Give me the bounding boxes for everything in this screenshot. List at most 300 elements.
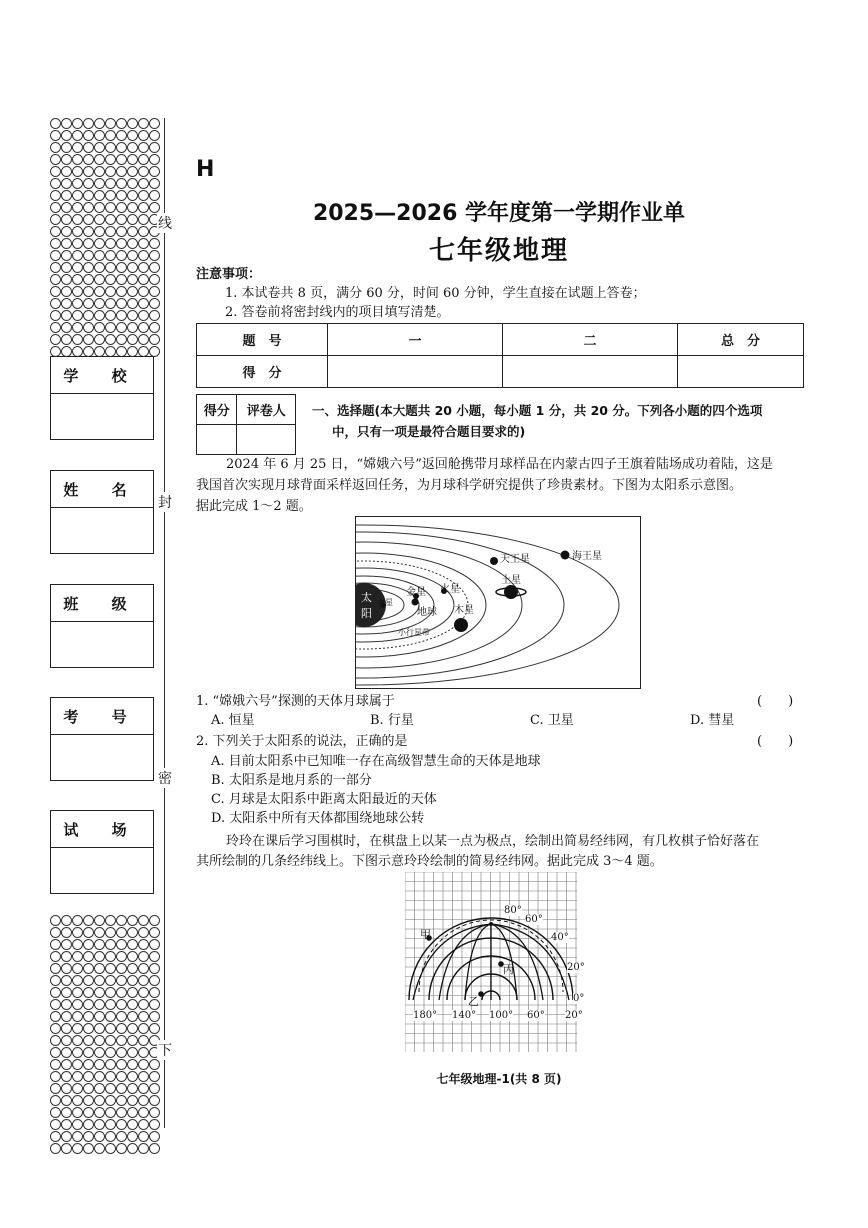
point-bing-label: 丙 xyxy=(503,963,514,976)
passage2-line2: 其所绘制的几条经纬线上。下图示意玲玲绘制的简易经纬网。据此完成 3～4 题。 xyxy=(196,854,663,869)
binding-dot xyxy=(50,963,61,974)
binding-dot xyxy=(50,250,61,261)
binding-dot xyxy=(94,987,105,998)
binding-dot xyxy=(94,310,105,321)
binding-dot xyxy=(138,226,149,237)
binding-dot xyxy=(72,298,83,309)
binding-dot xyxy=(50,166,61,177)
passage1-line2: 我国首次实现月球背面采样返回任务，为月球科学研究提供了珍贵素材。下图为太阳系示意图。 xyxy=(196,478,743,493)
binding-dot xyxy=(127,178,138,189)
binding-dot xyxy=(138,1095,149,1106)
binding-dot xyxy=(138,987,149,998)
binding-dot xyxy=(50,1107,61,1118)
binding-dot xyxy=(61,202,72,213)
binding-dot xyxy=(61,190,72,201)
binding-dot xyxy=(105,262,116,273)
field-exam-room[interactable] xyxy=(50,810,154,894)
binding-dot xyxy=(149,118,160,129)
binding-dot xyxy=(83,262,94,273)
binding-dot xyxy=(83,1095,94,1106)
binding-dot xyxy=(138,214,149,225)
graticule-figure xyxy=(405,872,585,1052)
binding-dot xyxy=(105,1107,116,1118)
binding-dot xyxy=(72,1035,83,1046)
binding-dot xyxy=(116,915,127,926)
q1-option-b[interactable]: B. 行星 xyxy=(370,713,414,728)
q2-option-a[interactable]: A. 目前太阳系中已知唯一存在高级智慧生命的天体是地球 xyxy=(211,754,541,769)
q1-option-a[interactable]: A. 恒星 xyxy=(211,713,255,728)
binding-dot xyxy=(83,334,94,345)
binding-dot xyxy=(83,118,94,129)
sun-label-1: 太 xyxy=(361,591,372,604)
binding-dot xyxy=(116,274,127,285)
binding-dot xyxy=(105,238,116,249)
binding-dot xyxy=(50,1071,61,1082)
page-title: 2025—2026 学年度第一学期作业单 xyxy=(312,201,686,226)
lon-label-140: 140° xyxy=(452,1010,477,1021)
field-exam-number[interactable] xyxy=(50,697,154,781)
binding-dot xyxy=(138,250,149,261)
binding-dot xyxy=(72,274,83,285)
binding-dot xyxy=(50,975,61,986)
binding-dot xyxy=(116,1107,127,1118)
q1-answer-bracket[interactable]: ( ) xyxy=(757,694,794,709)
binding-dot xyxy=(72,1107,83,1118)
q2-answer-bracket[interactable]: ( ) xyxy=(757,734,794,749)
binding-dot xyxy=(61,1071,72,1082)
binding-dot xyxy=(50,322,61,333)
q2-option-b[interactable]: B. 太阳系是地月系的一部分 xyxy=(211,773,372,788)
field-name-label: 姓 名 xyxy=(51,471,153,508)
binding-dot xyxy=(72,226,83,237)
binding-dot xyxy=(83,274,94,285)
binding-dot xyxy=(105,310,116,321)
binding-dot xyxy=(149,154,160,165)
binding-dot xyxy=(83,214,94,225)
binding-dot xyxy=(116,238,127,249)
field-exam-room-label: 试 场 xyxy=(51,811,153,848)
binding-dot xyxy=(61,142,72,153)
binding-dot xyxy=(83,1107,94,1118)
binding-dot xyxy=(83,927,94,938)
binding-dot xyxy=(72,987,83,998)
binding-dot xyxy=(72,178,83,189)
binding-dot xyxy=(83,166,94,177)
label-uranus: 天王星 xyxy=(500,554,530,565)
binding-dot xyxy=(149,142,160,153)
binding-dot xyxy=(94,1047,105,1058)
binding-dot xyxy=(105,1023,116,1034)
binding-dot xyxy=(116,975,127,986)
binding-dot xyxy=(94,286,105,297)
binding-dot xyxy=(149,190,160,201)
binding-dot xyxy=(83,190,94,201)
section1-heading-line1: 一、选择题(本大题共 20 小题，每小题 1 分，共 20 分。下列各小题的四个选项 xyxy=(312,403,763,418)
binding-dot xyxy=(83,987,94,998)
binding-dot xyxy=(149,178,160,189)
binding-dot xyxy=(105,927,116,938)
binding-dot xyxy=(138,238,149,249)
binding-dot xyxy=(61,927,72,938)
binding-dot xyxy=(83,1011,94,1022)
field-school-label: 学 校 xyxy=(51,357,153,394)
q1-option-c[interactable]: C. 卫星 xyxy=(530,713,574,728)
binding-dot xyxy=(138,1023,149,1034)
binding-dot xyxy=(72,1095,83,1106)
binding-dot xyxy=(149,1107,160,1118)
score-cell-part2[interactable] xyxy=(503,356,678,388)
lat-label-0: 0° xyxy=(573,993,585,1004)
binding-dot xyxy=(138,915,149,926)
binding-dot xyxy=(94,1023,105,1034)
binding-dot xyxy=(61,118,72,129)
binding-dot xyxy=(138,166,149,177)
binding-dot xyxy=(61,1035,72,1046)
grader-table xyxy=(196,394,296,455)
point-yi-marker xyxy=(478,991,484,997)
seal-char-feng: 封 xyxy=(157,492,173,512)
binding-dot xyxy=(50,1047,61,1058)
binding-dot xyxy=(127,226,138,237)
binding-dot xyxy=(94,951,105,962)
binding-dot xyxy=(149,939,160,950)
binding-dot xyxy=(127,1071,138,1082)
binding-dot xyxy=(94,178,105,189)
binding-dot xyxy=(149,1095,160,1106)
q1-stem: 1. “嫦娥六号”探测的天体月球属于 xyxy=(196,694,395,709)
binding-dot xyxy=(105,975,116,986)
binding-dot xyxy=(116,154,127,165)
binding-dot xyxy=(83,951,94,962)
binding-dot xyxy=(138,154,149,165)
binding-dot xyxy=(116,1047,127,1058)
binding-dot xyxy=(138,322,149,333)
planet-neptune-icon xyxy=(561,551,570,560)
binding-dot xyxy=(83,1083,94,1094)
binding-dot xyxy=(149,1011,160,1022)
binding-dot xyxy=(61,226,72,237)
binding-dot xyxy=(138,334,149,345)
binding-dot xyxy=(94,963,105,974)
binding-dot xyxy=(83,999,94,1010)
planet-jupiter-icon xyxy=(454,618,468,632)
binding-dot xyxy=(127,1047,138,1058)
binding-dot xyxy=(149,238,160,249)
field-school[interactable] xyxy=(50,356,154,440)
binding-dot xyxy=(116,1071,127,1082)
binding-dot xyxy=(72,975,83,986)
binding-dot xyxy=(116,1083,127,1094)
binding-dot xyxy=(149,915,160,926)
binding-dot xyxy=(83,1119,94,1130)
binding-dot xyxy=(83,310,94,321)
lon-label-100: 100° xyxy=(489,1010,514,1021)
binding-dot xyxy=(94,939,105,950)
binding-dot xyxy=(83,975,94,986)
binding-dot xyxy=(50,1083,61,1094)
passage1-line3: 据此完成 1～2 题。 xyxy=(196,499,312,514)
binding-dot xyxy=(83,915,94,926)
label-saturn: 土星 xyxy=(501,575,521,586)
binding-dot xyxy=(105,939,116,950)
planet-uranus-icon xyxy=(490,557,498,565)
binding-dot xyxy=(61,1047,72,1058)
binding-dot xyxy=(94,142,105,153)
binding-dot xyxy=(116,322,127,333)
field-name[interactable] xyxy=(50,470,154,554)
binding-dot xyxy=(116,963,127,974)
binding-dot xyxy=(72,1143,83,1154)
binding-dot xyxy=(127,927,138,938)
binding-dot xyxy=(127,951,138,962)
binding-dot xyxy=(72,999,83,1010)
binding-dot xyxy=(94,250,105,261)
seal-char-xian: 线 xyxy=(157,213,173,233)
binding-dot xyxy=(127,963,138,974)
score-table xyxy=(196,323,804,388)
binding-dot xyxy=(138,202,149,213)
binding-dot xyxy=(83,286,94,297)
binding-dot xyxy=(116,250,127,261)
binding-dot xyxy=(94,1143,105,1154)
binding-dot xyxy=(105,951,116,962)
q2-option-d[interactable]: D. 太阳系中所有天体都围绕地球公转 xyxy=(211,811,425,826)
binding-dot xyxy=(94,1011,105,1022)
score-cell-total[interactable] xyxy=(678,356,804,388)
binding-dot xyxy=(50,915,61,926)
binding-dot xyxy=(105,118,116,129)
binding-dot xyxy=(105,1083,116,1094)
binding-dot xyxy=(94,1083,105,1094)
binding-dot xyxy=(50,142,61,153)
binding-dot xyxy=(138,190,149,201)
binding-dot xyxy=(72,951,83,962)
binding-dot xyxy=(61,915,72,926)
binding-dot xyxy=(149,274,160,285)
binding-dot xyxy=(127,334,138,345)
binding-dot xyxy=(138,1107,149,1118)
binding-dot xyxy=(116,1011,127,1022)
binding-dot xyxy=(127,154,138,165)
binding-dot xyxy=(72,118,83,129)
binding-dot xyxy=(116,286,127,297)
q1-option-d[interactable]: D. 彗星 xyxy=(690,713,735,728)
binding-dot xyxy=(105,1011,116,1022)
binding-dot xyxy=(50,202,61,213)
binding-dot xyxy=(50,1119,61,1130)
binding-dot xyxy=(149,250,160,261)
binding-dot xyxy=(72,927,83,938)
label-neptune: 海王星 xyxy=(572,551,602,562)
score-table-header-label: 题 号 xyxy=(197,324,328,356)
binding-dot xyxy=(94,166,105,177)
notice-item-2: 2. 答卷前将密封线内的项目填写清楚。 xyxy=(225,305,450,320)
binding-dot xyxy=(138,1131,149,1142)
binding-dot xyxy=(94,1119,105,1130)
binding-dot xyxy=(127,130,138,141)
score-table-header-total: 总 分 xyxy=(678,324,804,356)
binding-dot xyxy=(61,166,72,177)
grader-score-label: 得分 xyxy=(197,395,237,425)
binding-dot xyxy=(50,1035,61,1046)
binding-dot xyxy=(149,975,160,986)
binding-dot xyxy=(83,202,94,213)
binding-dot xyxy=(116,1023,127,1034)
binding-dot xyxy=(127,322,138,333)
binding-dot xyxy=(72,130,83,141)
binding-dot xyxy=(61,286,72,297)
binding-dot xyxy=(105,915,116,926)
binding-dot xyxy=(72,142,83,153)
binding-dot xyxy=(61,1095,72,1106)
binding-dot xyxy=(61,310,72,321)
binding-dot xyxy=(83,238,94,249)
binding-dot xyxy=(61,238,72,249)
binding-dot xyxy=(138,262,149,273)
score-table-row-label: 得 分 xyxy=(197,356,328,388)
binding-dot xyxy=(50,214,61,225)
binding-dot xyxy=(149,1143,160,1154)
binding-dot xyxy=(50,178,61,189)
binding-dot xyxy=(149,1023,160,1034)
grader-name-cell[interactable] xyxy=(237,425,296,455)
binding-dot xyxy=(127,1119,138,1130)
binding-dot xyxy=(83,322,94,333)
section1-heading-line2: 中，只有一项是最符合题目要求的) xyxy=(332,424,526,439)
binding-dot xyxy=(127,190,138,201)
binding-dot xyxy=(50,118,61,129)
binding-dot xyxy=(61,951,72,962)
binding-dot xyxy=(138,310,149,321)
binding-dot xyxy=(83,1059,94,1070)
binding-dot xyxy=(50,987,61,998)
binding-dot xyxy=(61,1143,72,1154)
binding-dot xyxy=(116,214,127,225)
binding-dot xyxy=(127,1131,138,1142)
binding-dot xyxy=(50,238,61,249)
binding-dot xyxy=(61,1011,72,1022)
binding-dot xyxy=(138,999,149,1010)
binding-dot xyxy=(127,915,138,926)
binding-dot xyxy=(116,298,127,309)
binding-dot xyxy=(105,202,116,213)
binding-dot xyxy=(72,1119,83,1130)
binding-dot xyxy=(72,1071,83,1082)
binding-dot xyxy=(83,1035,94,1046)
binding-dot xyxy=(149,322,160,333)
binding-dot xyxy=(138,1143,149,1154)
binding-dot xyxy=(105,1095,116,1106)
binding-dot xyxy=(105,322,116,333)
binding-dot xyxy=(105,334,116,345)
grader-score-cell[interactable] xyxy=(197,425,237,455)
binding-dot xyxy=(94,226,105,237)
binding-dot xyxy=(72,310,83,321)
binding-dot xyxy=(116,951,127,962)
binding-dot xyxy=(127,1023,138,1034)
binding-dot xyxy=(61,334,72,345)
binding-dot xyxy=(83,178,94,189)
binding-dot xyxy=(72,166,83,177)
binding-dot xyxy=(105,274,116,285)
binding-dot xyxy=(94,262,105,273)
binding-dot xyxy=(83,1071,94,1082)
binding-dot xyxy=(50,1131,61,1142)
binding-dot xyxy=(61,298,72,309)
binding-dot xyxy=(50,262,61,273)
binding-dot xyxy=(94,190,105,201)
binding-dot xyxy=(61,1059,72,1070)
planet-saturn-icon xyxy=(504,585,518,599)
grader-name-label: 评卷人 xyxy=(237,395,296,425)
lat-label-20: 20° xyxy=(567,962,585,973)
binding-dot xyxy=(127,1143,138,1154)
binding-dot xyxy=(127,118,138,129)
binding-dot xyxy=(72,250,83,261)
binding-dot xyxy=(83,250,94,261)
binding-dot xyxy=(61,274,72,285)
binding-dot xyxy=(50,951,61,962)
binding-dot xyxy=(105,999,116,1010)
q2-option-c[interactable]: C. 月球是太阳系中距离太阳最近的天体 xyxy=(211,792,437,807)
label-mercury: 水星 xyxy=(377,598,393,607)
binding-dot xyxy=(94,238,105,249)
binding-dot xyxy=(149,999,160,1010)
binding-dot xyxy=(72,1023,83,1034)
binding-dot xyxy=(116,1131,127,1142)
binding-dot xyxy=(50,927,61,938)
binding-dot xyxy=(61,250,72,261)
binding-dot xyxy=(61,975,72,986)
score-cell-part1[interactable] xyxy=(328,356,503,388)
binding-dot xyxy=(149,963,160,974)
binding-dot xyxy=(50,310,61,321)
version-mark: H xyxy=(196,157,215,182)
binding-dot xyxy=(105,298,116,309)
binding-dot xyxy=(149,1131,160,1142)
score-table-header-part1: 一 xyxy=(328,324,503,356)
binding-dot xyxy=(105,178,116,189)
binding-dot xyxy=(127,1107,138,1118)
binding-dot xyxy=(61,130,72,141)
binding-dot xyxy=(50,939,61,950)
binding-dot xyxy=(116,927,127,938)
binding-dot xyxy=(94,1059,105,1070)
binding-dot xyxy=(138,118,149,129)
binding-dot xyxy=(138,1011,149,1022)
label-earth: 地球 xyxy=(417,607,437,618)
binding-dot xyxy=(127,214,138,225)
binding-dot xyxy=(149,1059,160,1070)
binding-dot xyxy=(94,154,105,165)
binding-dot xyxy=(138,286,149,297)
seal-char-mi: 密 xyxy=(157,768,173,788)
binding-dot xyxy=(94,927,105,938)
binding-dot xyxy=(127,166,138,177)
binding-dot xyxy=(138,1083,149,1094)
lon-label-20: 20° xyxy=(565,1010,583,1021)
binding-dot xyxy=(105,1035,116,1046)
solar-system-figure xyxy=(355,516,641,689)
binding-dot xyxy=(116,178,127,189)
binding-dot xyxy=(61,1023,72,1034)
binding-dot xyxy=(50,226,61,237)
binding-dot xyxy=(83,154,94,165)
binding-dot xyxy=(72,1131,83,1142)
binding-dot xyxy=(127,274,138,285)
binding-dot xyxy=(149,987,160,998)
field-class[interactable] xyxy=(50,584,154,668)
